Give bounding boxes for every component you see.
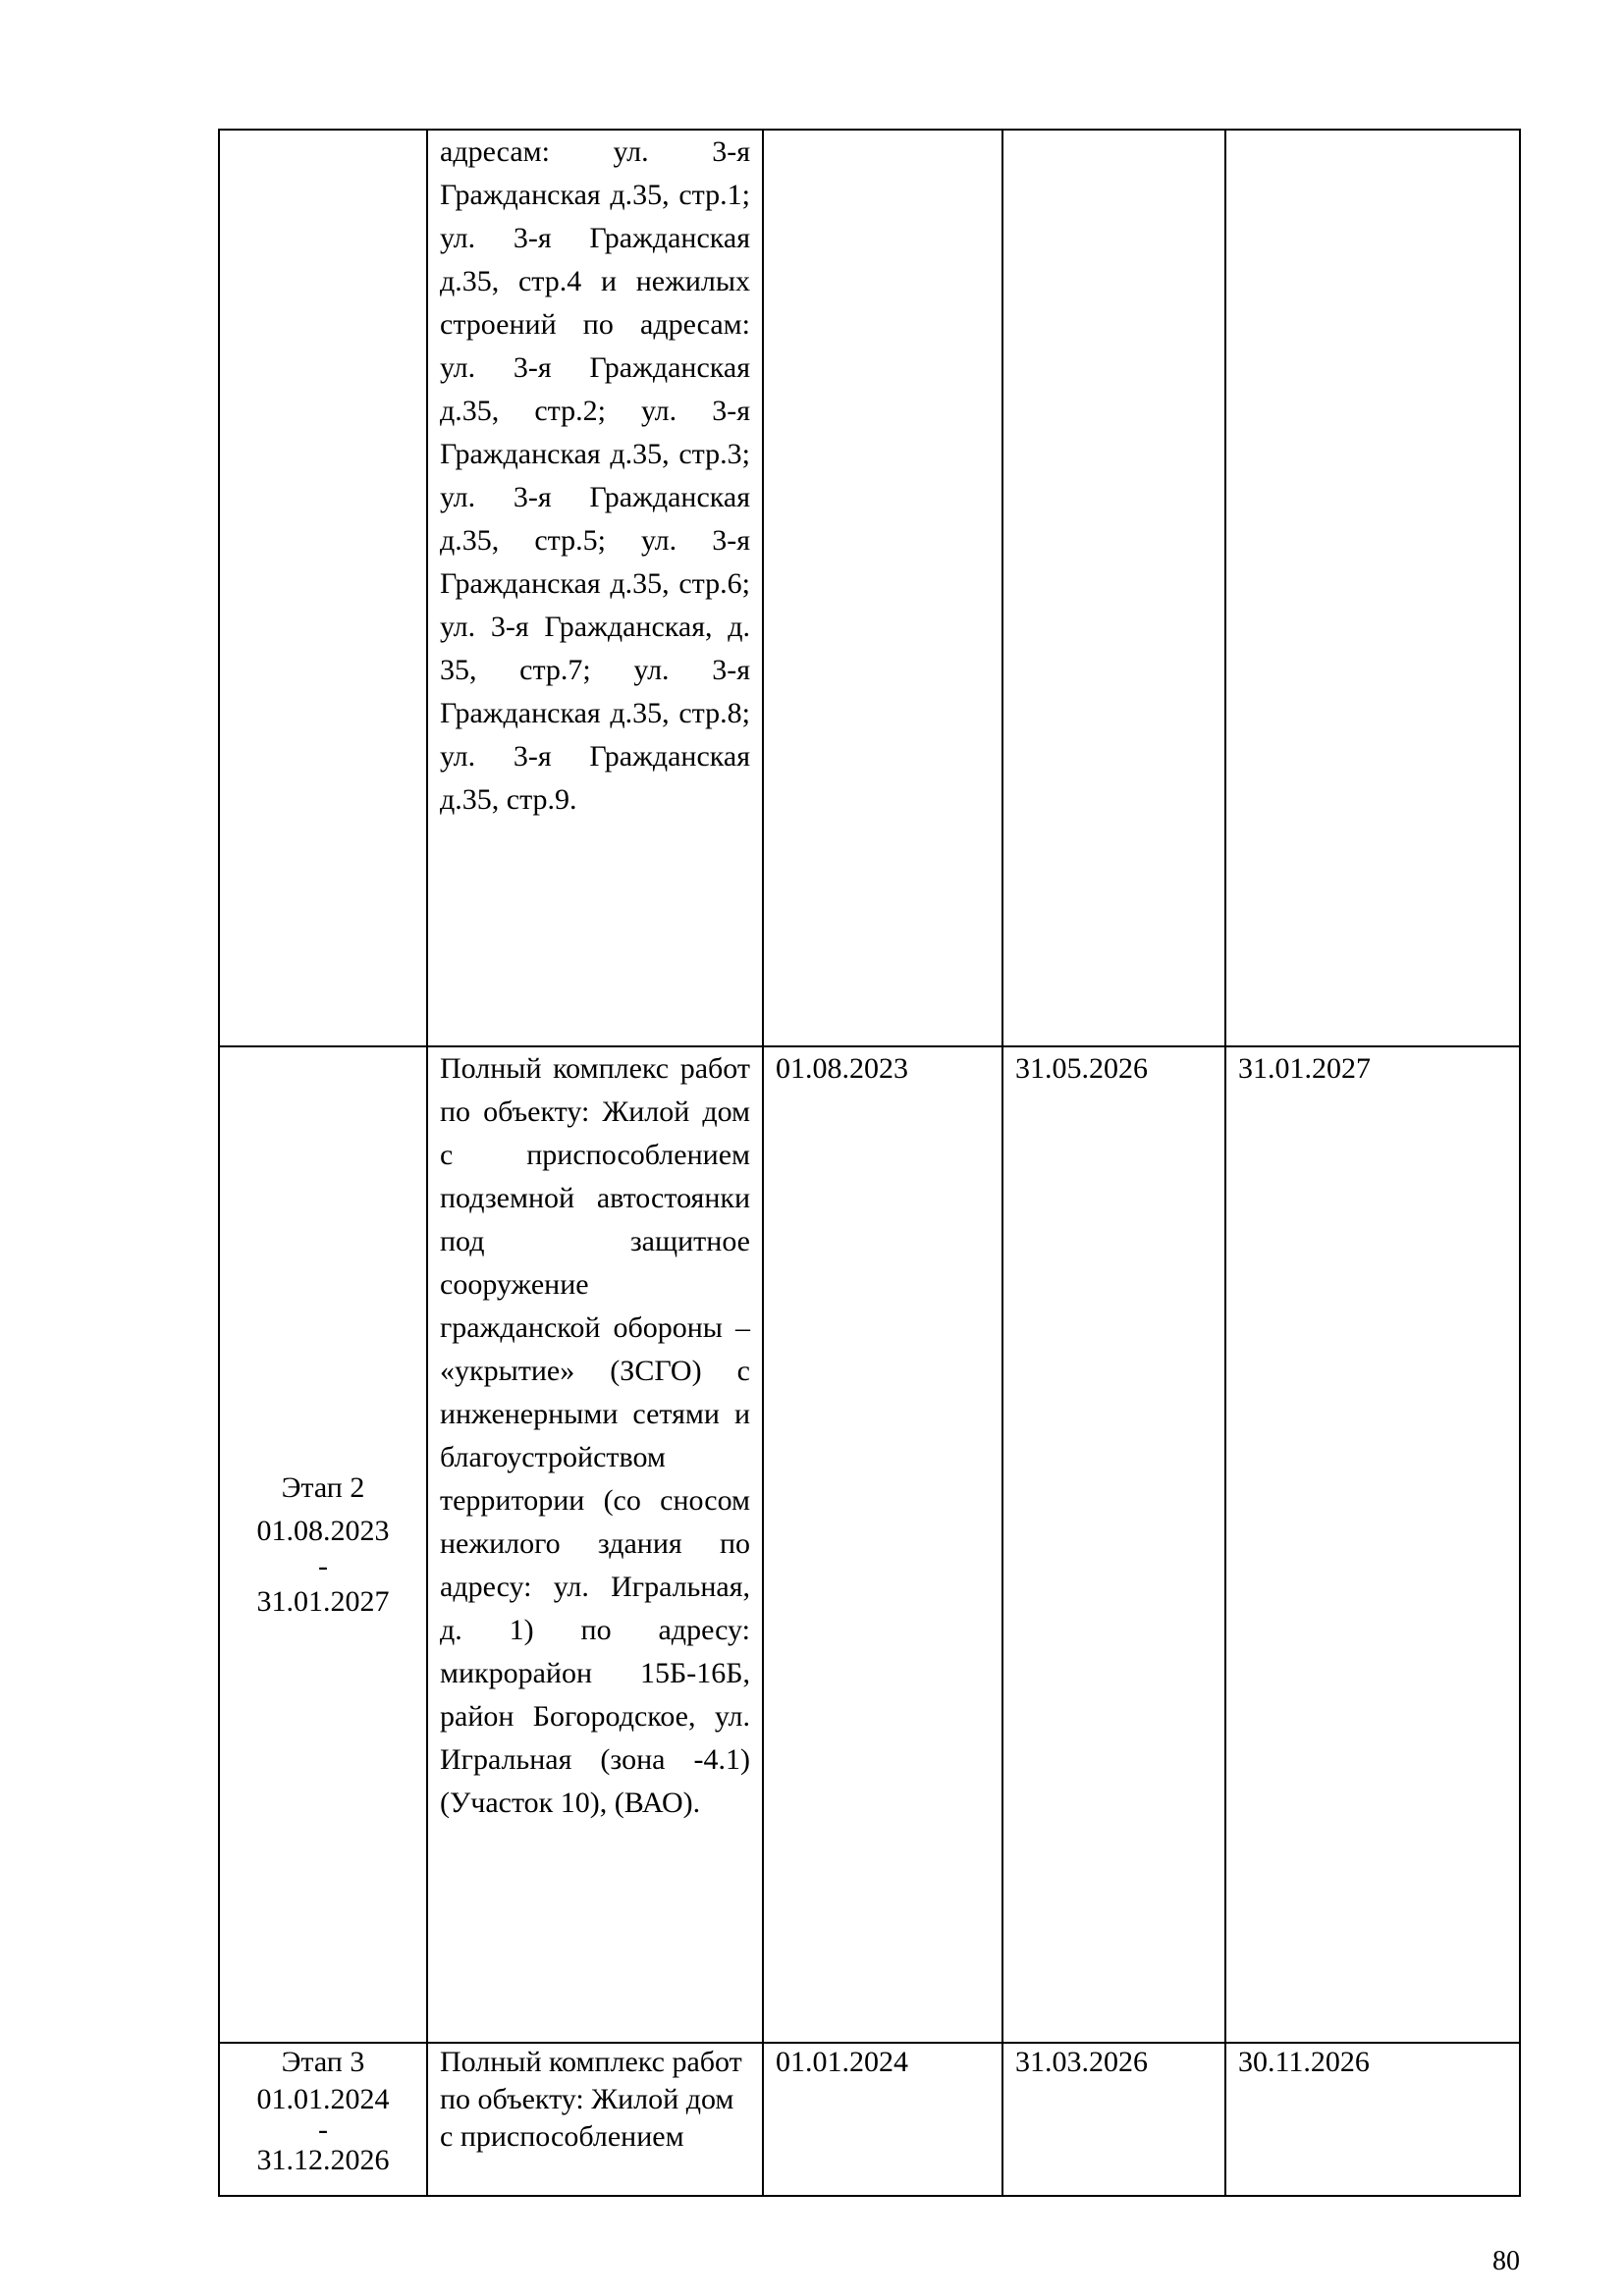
stage-title: Этап 3 [281,2046,365,2078]
description-cell: Полный комплекс работ по объекту: Жилой дом с приспособлением [427,2043,763,2196]
date-cell-3: 30.11.2026 [1225,2043,1520,2196]
stage-end: 31.12.2026 [256,2144,390,2176]
date-cell-2: 31.03.2026 [1002,2043,1225,2196]
stage-end: 31.01.2027 [256,1584,390,1618]
start-date-cell: 01.08.2023 [763,1046,1002,2043]
stage-cell [219,2043,427,2196]
date-cell-2: 31.05.2026 [1002,1046,1225,2043]
stage-start: 01.01.2024 [256,2083,390,2115]
start-date-cell: 01.01.2024 [763,2043,1002,2196]
date-cell-2 [1002,130,1225,1046]
stage-start: 01.08.2023 [256,1514,390,1547]
date-cell-3 [1225,130,1520,1046]
description-cell: Полный комплекс работ по объекту: Жилой дом с приспособлением подземной автостоянки под защитное сооружение гражданской обороны – «укрытие» (ЗСГО) с инженерными сетями и благоустройством территории (со сносом нежилого здания по адресу: ул. Игральная, д. 1) по адресу: микрорайон 15Б-16Б, район Богородское, ул. Игральная (зона -4.1) (Участок 10), (ВАО). [427,1046,763,2043]
stage-cell [219,130,427,1046]
stage-cell [219,1046,427,2043]
schedule-table [218,129,1521,2197]
stage-title: Этап 2 [281,1470,365,1504]
start-date-cell [763,130,1002,1046]
stage-separator: - [318,2113,328,2146]
stage-separator: - [318,1549,328,1582]
table-row [219,1046,1520,2043]
description-cell: адресам: ул. 3-я Гражданская д.35, стр.1; ул. 3-я Гражданская д.35, стр.4 и нежилых строений по адресам: ул. 3-я Гражданская д.35, стр.2; ул. 3-я Гражданская д.35, стр.3; ул. 3-я Гражданская д.35, стр.5; ул. 3-я Гражданская д.35, стр.6; ул. 3-я Гражданская, д. 35, стр.7; ул. 3-я Гражданская д.35, стр.8; ул. 3-я Гражданская д.35, стр.9. [427,130,763,1046]
table-row [219,130,1520,1046]
page-number: 80 [1492,2246,1520,2276]
date-cell-3: 31.01.2027 [1225,1046,1520,2043]
table-row [219,2043,1520,2196]
